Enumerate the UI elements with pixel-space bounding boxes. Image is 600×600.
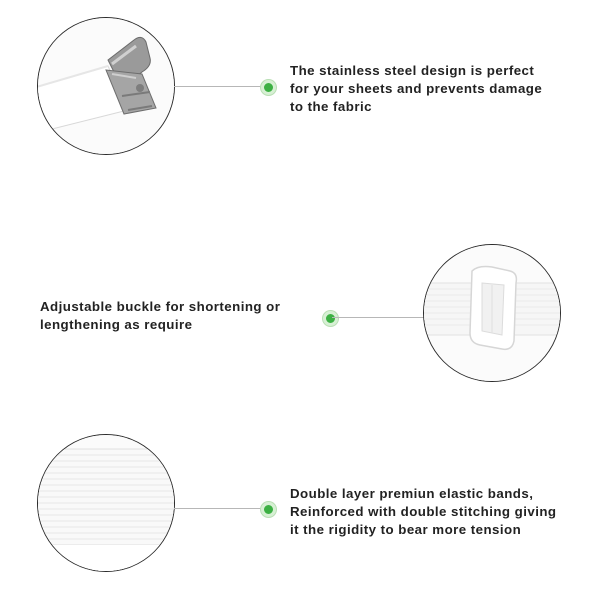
feature-description — [290, 485, 585, 539]
description-line: Double layer premiun elastic bands, — [290, 486, 534, 501]
description-line: to the fabric — [290, 99, 372, 114]
description-line: lengthening as require — [40, 317, 193, 332]
feature-clip — [0, 15, 600, 175]
feature-elastic — [0, 430, 600, 590]
description-line: for your sheets and prevents damage — [290, 81, 543, 96]
feature-description — [290, 62, 580, 116]
description-line: Adjustable buckle for shortening or — [40, 299, 281, 314]
description-line: The stainless steel design is perfect — [290, 63, 535, 78]
connector-line — [174, 508, 266, 509]
buckle-image — [423, 244, 561, 382]
green-dot-icon — [261, 502, 276, 517]
green-dot-icon — [261, 80, 276, 95]
description-line: it the rigidity to bear more tension — [290, 522, 522, 537]
elastic-band-image — [37, 434, 175, 572]
description-line: Reinforced with double stitching giving — [290, 504, 557, 519]
connector-line — [174, 86, 266, 87]
clip-image — [37, 17, 175, 155]
feature-description — [40, 298, 315, 334]
feature-buckle — [0, 238, 600, 398]
green-dot-icon — [323, 311, 338, 326]
connector-line — [332, 317, 424, 318]
